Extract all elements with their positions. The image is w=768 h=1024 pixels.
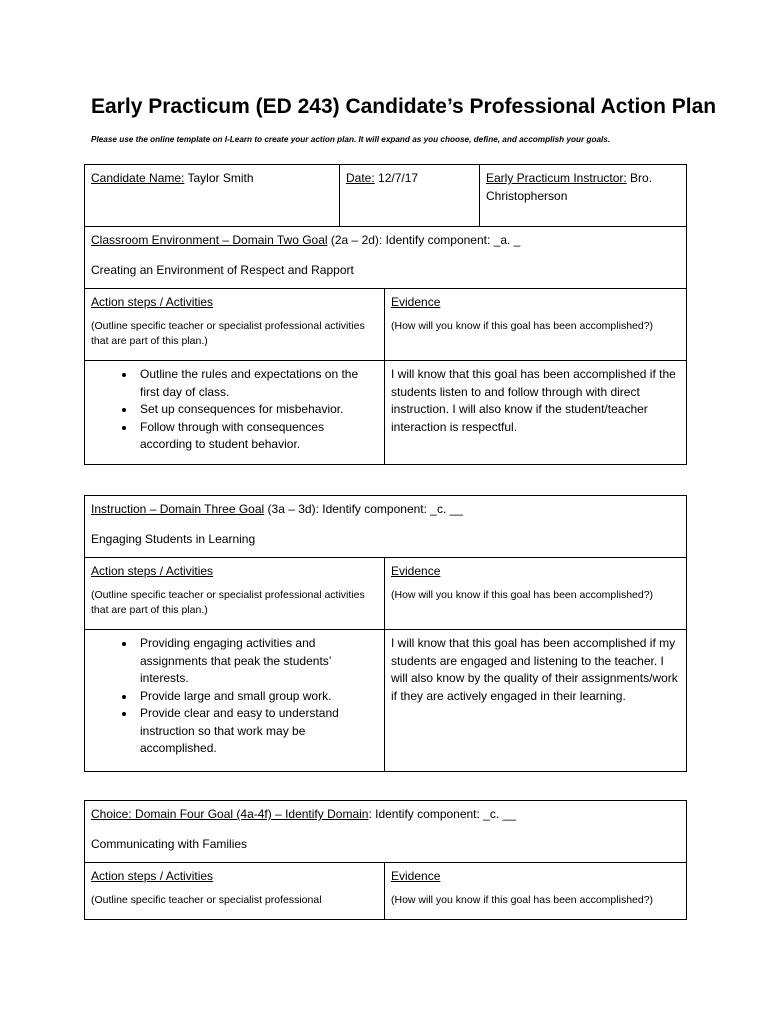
list-item: • Set up consequences for misbehavior. — [136, 401, 378, 419]
evidence-label: Evidence — [391, 869, 441, 883]
action-steps-note: (Outline specific teacher or specialist professional activities that are part of this plan.) — [91, 319, 365, 347]
domain-heading-cell — [85, 227, 687, 289]
evidence-note: (How will you know if this goal has been accomplished?) — [391, 319, 654, 332]
domain-heading-cell — [85, 496, 687, 558]
action-steps-label: Action steps / Activities — [91, 295, 214, 309]
action-steps-cell — [85, 630, 385, 772]
evidence-header-cell — [385, 558, 687, 630]
instructor-label: Early Practicum Instructor: — [486, 171, 627, 185]
candidate-name-label: Candidate Name: — [91, 171, 185, 185]
action-steps-list — [91, 635, 378, 758]
candidate-name-value: Taylor Smith — [184, 171, 254, 185]
action-steps-note: (Outline specific teacher or specialist professional — [91, 893, 322, 906]
list-item: • Provide clear and easy to understand instruction so that work may be accomplished. — [136, 705, 378, 758]
evidence-header-cell — [385, 289, 687, 361]
evidence-label: Evidence — [391, 564, 441, 578]
action-steps-list — [91, 366, 378, 454]
action-plan-table-2 — [84, 495, 687, 772]
domain-heading-pre: Classroom Environment – — [91, 233, 233, 247]
evidence-cell: I will know that this goal has been accomplished if the students listen to and follow through with direct instruction. I will also know if the student/teacher interaction is respectful. — [385, 361, 687, 465]
domain-goal: Creating an Environment of Respect and Rapport — [91, 262, 354, 277]
action-header-cell — [85, 863, 385, 920]
domain-heading-cell — [85, 801, 687, 863]
page-title: Early Practicum (ED 243) Candidate’s Professional Action Plan — [91, 95, 717, 118]
date-label: Date: — [346, 171, 375, 185]
action-steps-note: (Outline specific teacher or specialist professional activities that are part of this plan.) — [91, 588, 365, 616]
action-plan-table-1 — [84, 164, 687, 465]
action-plan-table-3 — [84, 800, 687, 920]
list-item: • Providing engaging activities and assignments that peak the students’ interests. — [136, 635, 378, 688]
domain-heading-underlined: Domain Three Goal — [159, 502, 265, 516]
date-cell — [340, 165, 480, 227]
instructor-cell — [480, 165, 687, 227]
date-value: 12/7/17 — [374, 171, 419, 185]
domain-goal: Engaging Students in Learning — [91, 531, 256, 546]
domain-heading-post: (2a – 2d): Identify component: _a. _ — [327, 233, 521, 247]
list-item: • Outline the rules and expectations on the first day of class. — [136, 366, 378, 401]
list-item: • Follow through with consequences according to student behavior. — [136, 419, 378, 454]
domain-heading-underlined: Domain Two Goal — [232, 233, 328, 247]
domain-heading-post: : Identify component: _c. __ — [368, 807, 516, 821]
evidence-note: (How will you know if this goal has been accomplished?) — [391, 893, 654, 906]
evidence-header-cell — [385, 863, 687, 920]
evidence-note: (How will you know if this goal has been accomplished?) — [391, 588, 654, 601]
domain-heading-post: (3a – 3d): Identify component: _c. __ — [264, 502, 463, 516]
evidence-label: Evidence — [391, 295, 441, 309]
action-steps-label: Action steps / Activities — [91, 564, 214, 578]
domain-goal: Communicating with Families — [91, 836, 248, 851]
evidence-cell: I will know that this goal has been accomplished if my students are engaged and listening to the teacher. I will also know by the quality of their assignments/work if they are actively engaged in their learning. — [385, 630, 687, 772]
candidate-name-cell — [85, 165, 340, 227]
action-steps-label: Action steps / Activities — [91, 869, 214, 883]
domain-heading-underlined: Choice: Domain Four Goal (4a-4f) – Identify Domain — [91, 807, 369, 821]
action-header-cell — [85, 558, 385, 630]
action-header-cell — [85, 289, 385, 361]
list-item: • Provide large and small group work. — [136, 688, 378, 706]
instructions-text: Please use the online template on I-Learn to create your action plan. It will expand as you choose, define, and accomplish your goals. — [91, 135, 611, 144]
action-steps-cell — [85, 361, 385, 465]
instructor-value: Bro. Christopherson — [486, 171, 653, 203]
domain-heading-pre: Instruction – — [91, 502, 160, 516]
